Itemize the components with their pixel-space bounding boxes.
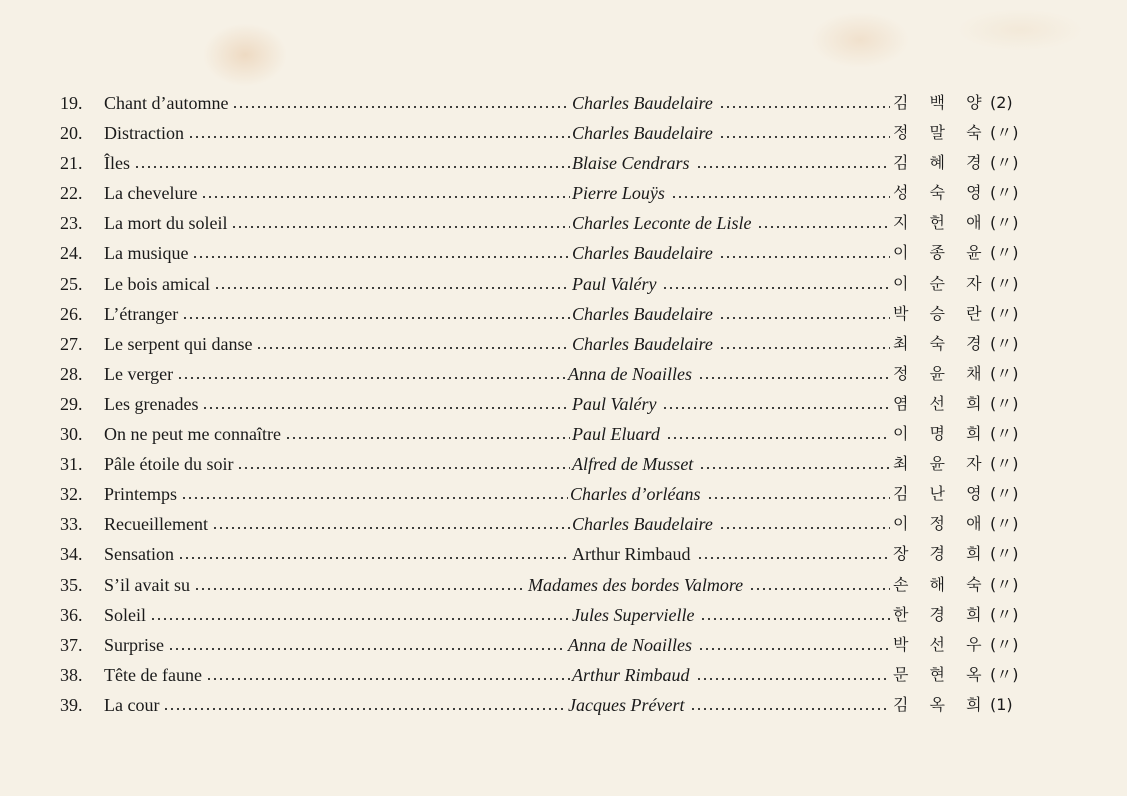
entry-translator: 김 옥 희: [893, 694, 990, 714]
list-item: [60, 148, 1019, 178]
entry-title: Pâle étoile du soir: [104, 454, 234, 475]
entry-number: 26.: [60, 303, 83, 324]
entry-volume: (〃): [990, 424, 1019, 444]
list-item: [60, 660, 1019, 690]
entry-translator: 최 윤 자: [893, 454, 990, 474]
entry-title: Le bois amical: [104, 273, 210, 294]
list-item: [60, 600, 1019, 630]
entry-author: Charles d’orléans: [570, 484, 701, 505]
list-item: [60, 419, 1019, 449]
entry-translator: 박 승 란: [893, 303, 990, 323]
entry-title: Chant d’automne: [104, 93, 229, 113]
dot-leader: [163, 690, 566, 720]
dot-leader: [699, 449, 890, 479]
entry-number: 35.: [60, 574, 83, 595]
entry-volume: (〃): [990, 213, 1019, 233]
entry-title: Sensation: [104, 544, 174, 565]
list-item: [60, 299, 1019, 329]
entry-number: 36.: [60, 604, 83, 625]
entry-translator: 정 윤 채: [893, 363, 990, 383]
entry-author: Charles Baudelaire: [572, 243, 713, 264]
entry-number: 34.: [60, 544, 83, 565]
entry-author: Madames des bordes Valmore: [528, 574, 744, 595]
entry-volume: (〃): [990, 333, 1019, 353]
entry-volume: (〃): [990, 363, 1019, 383]
entry-translator: 박 선 우: [893, 634, 990, 654]
entry-author: Jacques Prévert: [568, 694, 685, 715]
entry-translator: 이 순 자: [893, 273, 990, 293]
entry-number: 19.: [60, 93, 83, 113]
list-item: [60, 88, 1013, 118]
dot-leader: [202, 389, 570, 419]
entry-title: La chevelure: [104, 183, 198, 204]
dot-leader: [757, 208, 890, 238]
dot-leader: [181, 479, 568, 509]
list-item: [60, 630, 1019, 660]
dot-leader: [707, 479, 890, 509]
entry-volume: (2): [990, 93, 1013, 112]
entry-translator: 김 백 양: [893, 93, 990, 112]
list-item: [60, 479, 1019, 509]
entry-author: Charles Baudelaire: [572, 333, 713, 354]
dot-leader: [698, 630, 890, 660]
entry-title: Les grenades: [104, 393, 199, 414]
dot-leader: [237, 449, 570, 479]
list-item: [60, 389, 1019, 419]
entry-title: Soleil: [104, 604, 147, 625]
dot-leader: [671, 178, 890, 208]
entry-number: 32.: [60, 484, 83, 505]
dot-leader: [700, 600, 890, 630]
entry-volume: (〃): [990, 303, 1019, 323]
entry-author: Pierre Louÿs: [572, 183, 665, 204]
entry-translator: 이 정 애: [893, 514, 990, 534]
entry-number: 20.: [60, 123, 83, 144]
dot-leader: [178, 539, 570, 569]
dot-leader: [719, 118, 890, 148]
dot-leader: [719, 299, 890, 329]
list-item: [60, 509, 1019, 539]
entry-number: 38.: [60, 664, 83, 685]
entry-volume: (〃): [990, 514, 1019, 534]
entry-number: 23.: [60, 213, 83, 234]
dot-leader: [285, 419, 570, 449]
entry-author: Paul Eluard: [572, 424, 660, 445]
entry-title: La cour: [104, 694, 160, 715]
list-item: [60, 539, 1019, 569]
entry-title: On ne peut me connaître: [104, 424, 281, 445]
table-of-contents: [60, 88, 1019, 720]
entry-translator: 문 현 옥: [893, 664, 990, 684]
entry-author: Paul Valéry: [572, 273, 657, 294]
entry-volume: (〃): [990, 454, 1019, 474]
entry-author: Charles Baudelaire: [572, 93, 713, 113]
entry-volume: (〃): [990, 393, 1019, 413]
entry-volume: (〃): [990, 273, 1019, 293]
dot-leader: [697, 539, 890, 569]
list-item: [60, 118, 1019, 148]
entry-translator: 이 명 희: [893, 424, 990, 444]
dot-leader: [188, 118, 570, 148]
entry-title: Distraction: [104, 123, 184, 144]
entry-volume: (〃): [990, 123, 1019, 143]
entry-author: Charles Leconte de Lisle: [572, 213, 752, 234]
list-item: [60, 208, 1019, 238]
dot-leader: [719, 329, 890, 359]
dot-leader: [662, 389, 890, 419]
entry-author: Arthur Rimbaud: [572, 544, 691, 565]
entry-title: L’étranger: [104, 303, 179, 324]
entry-title: Printemps: [104, 484, 178, 505]
entry-number: 22.: [60, 183, 83, 204]
entry-volume: (〃): [990, 484, 1019, 504]
entry-number: 30.: [60, 424, 83, 445]
dot-leader: [719, 88, 890, 118]
dot-leader: [690, 690, 890, 720]
dot-leader: [719, 238, 890, 268]
dot-leader: [150, 600, 570, 630]
entry-number: 31.: [60, 454, 83, 475]
entry-title: Le serpent qui danse: [104, 333, 253, 354]
entry-title: S’il avait su: [104, 574, 190, 595]
entry-volume: (〃): [990, 544, 1019, 564]
dot-leader: [192, 238, 570, 268]
dot-leader: [696, 660, 890, 690]
entry-author: Charles Baudelaire: [572, 303, 713, 324]
dot-leader: [177, 359, 566, 389]
entry-number: 27.: [60, 333, 83, 354]
dot-leader: [698, 359, 890, 389]
entry-author: Anna de Noailles: [568, 363, 692, 384]
entry-title: Îles: [104, 153, 130, 174]
list-item: [60, 178, 1019, 208]
list-item: [60, 359, 1019, 389]
entry-number: 21.: [60, 153, 83, 174]
entry-number: 39.: [60, 694, 83, 715]
entry-title: Recueillement: [104, 514, 208, 535]
dot-leader: [696, 148, 890, 178]
entry-translator: 정 말 숙: [893, 123, 990, 143]
entry-author: Charles Baudelaire: [572, 514, 713, 535]
entry-title: La mort du soleil: [104, 213, 228, 234]
entry-translator: 최 숙 경: [893, 333, 990, 353]
dot-leader: [231, 208, 570, 238]
dot-leader: [206, 660, 570, 690]
dot-leader: [168, 630, 566, 660]
dot-leader: [749, 570, 890, 600]
dot-leader: [194, 570, 526, 600]
entry-volume: (〃): [990, 604, 1019, 624]
entry-number: 37.: [60, 634, 83, 655]
entry-translator: 장 경 희: [893, 544, 990, 564]
entry-title: Surprise: [104, 634, 164, 655]
entry-number: 29.: [60, 393, 83, 414]
entry-translator: 손 해 숙: [893, 574, 990, 594]
entry-translator: 염 선 희: [893, 393, 990, 413]
dot-leader: [256, 329, 570, 359]
entry-translator: 성 숙 영: [893, 183, 990, 203]
entry-title: Tête de faune: [104, 664, 202, 685]
entry-volume: (〃): [990, 243, 1019, 263]
entry-volume: (〃): [990, 634, 1019, 654]
list-item: [60, 449, 1019, 479]
entry-author: Charles Baudelaire: [572, 123, 713, 144]
dot-leader: [201, 178, 570, 208]
dot-leader: [212, 509, 570, 539]
entry-volume: (〃): [990, 664, 1019, 684]
entry-author: Arthur Rimbaud: [572, 664, 690, 685]
entry-number: 25.: [60, 273, 83, 294]
dot-leader: [666, 419, 890, 449]
entry-volume: (〃): [990, 183, 1019, 203]
entry-number: 28.: [60, 363, 83, 384]
dot-leader: [134, 148, 570, 178]
list-item: [60, 570, 1019, 600]
entry-number: 24.: [60, 243, 83, 264]
dot-leader: [182, 299, 570, 329]
dot-leader: [662, 269, 890, 299]
entry-volume: (1): [990, 694, 1013, 714]
dot-leader: [232, 88, 570, 118]
dot-leader: [214, 269, 570, 299]
entry-volume: (〃): [990, 153, 1019, 173]
dot-leader: [719, 509, 890, 539]
entry-author: Blaise Cendrars: [572, 153, 690, 174]
entry-translator: 이 종 윤: [893, 243, 990, 263]
entry-number: 33.: [60, 514, 83, 535]
list-item: [60, 238, 1019, 268]
entry-volume: (〃): [990, 574, 1019, 594]
list-item: [60, 269, 1019, 299]
entry-author: Alfred de Musset: [572, 454, 694, 475]
entry-author: Jules Supervielle: [572, 604, 695, 625]
list-item: [60, 329, 1019, 359]
entry-translator: 한 경 희: [893, 604, 990, 624]
entry-author: Paul Valéry: [572, 393, 657, 414]
list-item: [60, 690, 1013, 720]
entry-translator: 지 헌 애: [893, 213, 990, 233]
entry-title: La musique: [104, 243, 189, 264]
entry-author: Anna de Noailles: [568, 634, 692, 655]
entry-title: Le verger: [104, 363, 174, 384]
entry-translator: 김 난 영: [893, 484, 990, 504]
entry-translator: 김 혜 경: [893, 153, 990, 173]
